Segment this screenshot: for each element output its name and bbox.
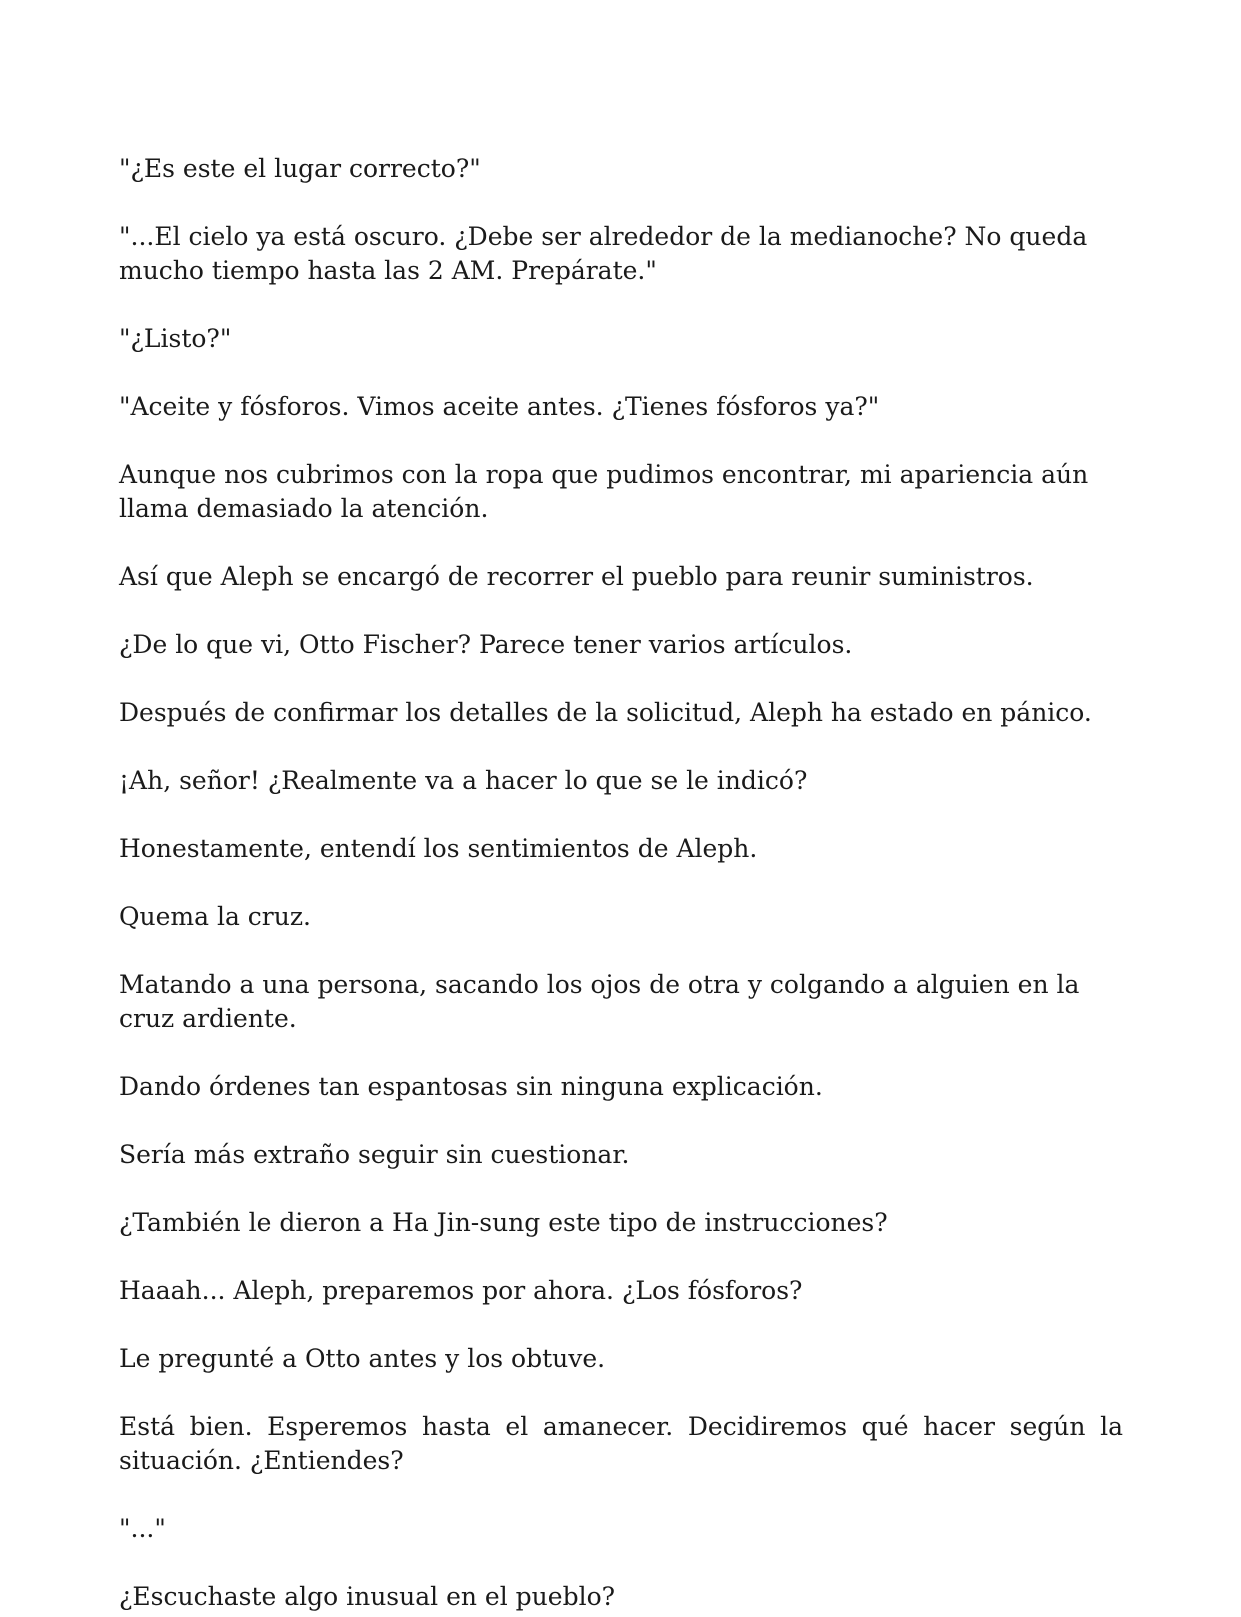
paragraph: Honestamente, entendí los sentimientos de Aleph.	[119, 834, 758, 863]
paragraph: Después de confirmar los detalles de la solicitud, Aleph ha estado en pánico.	[119, 698, 1092, 727]
paragraph: "¿Es este el lugar correcto?"	[119, 154, 481, 183]
paragraph: ¿De lo que vi, Otto Fischer? Parece tener varios artículos.	[119, 630, 853, 659]
paragraph: Sería más extraño seguir sin cuestionar.	[119, 1140, 630, 1169]
paragraph: Quema la cruz.	[119, 902, 311, 931]
paragraph: Haaah... Aleph, preparemos por ahora. ¿Los fósforos?	[119, 1276, 803, 1305]
paragraph: Aunque nos cubrimos con la ropa que pudimos encontrar, mi apariencia aún llama demasiado la atención.	[119, 460, 1089, 523]
paragraph: Le pregunté a Otto antes y los obtuve.	[119, 1344, 606, 1373]
paragraph: Así que Aleph se encargó de recorrer el pueblo para reunir suministros.	[119, 562, 1034, 591]
paragraph: "...El cielo ya está oscuro. ¿Debe ser alrededor de la medianoche? No queda mucho tiempo hasta las 2 AM. Prepárate."	[119, 222, 1088, 285]
paragraph: ¿Escuchaste algo inusual en el pueblo?	[119, 1582, 616, 1611]
document-body	[119, 152, 1123, 1617]
paragraph: "¿Listo?"	[119, 324, 232, 353]
paragraph: Matando a una persona, sacando los ojos de otra y colgando a alguien en la cruz ardiente.	[119, 970, 1080, 1033]
paragraph: "..."	[119, 1514, 166, 1543]
paragraph: Está bien. Esperemos hasta el amanecer. Decidiremos qué hacer según la situación. ¿Entiendes?	[119, 1412, 1123, 1475]
paragraph: "Aceite y fósforos. Vimos aceite antes. ¿Tienes fósforos ya?"	[119, 392, 880, 421]
paragraph: Dando órdenes tan espantosas sin ninguna explicación.	[119, 1072, 823, 1101]
paragraph: ¡Ah, señor! ¿Realmente va a hacer lo que se le indicó?	[119, 766, 808, 795]
paragraph: ¿También le dieron a Ha Jin-sung este tipo de instrucciones?	[119, 1208, 888, 1237]
